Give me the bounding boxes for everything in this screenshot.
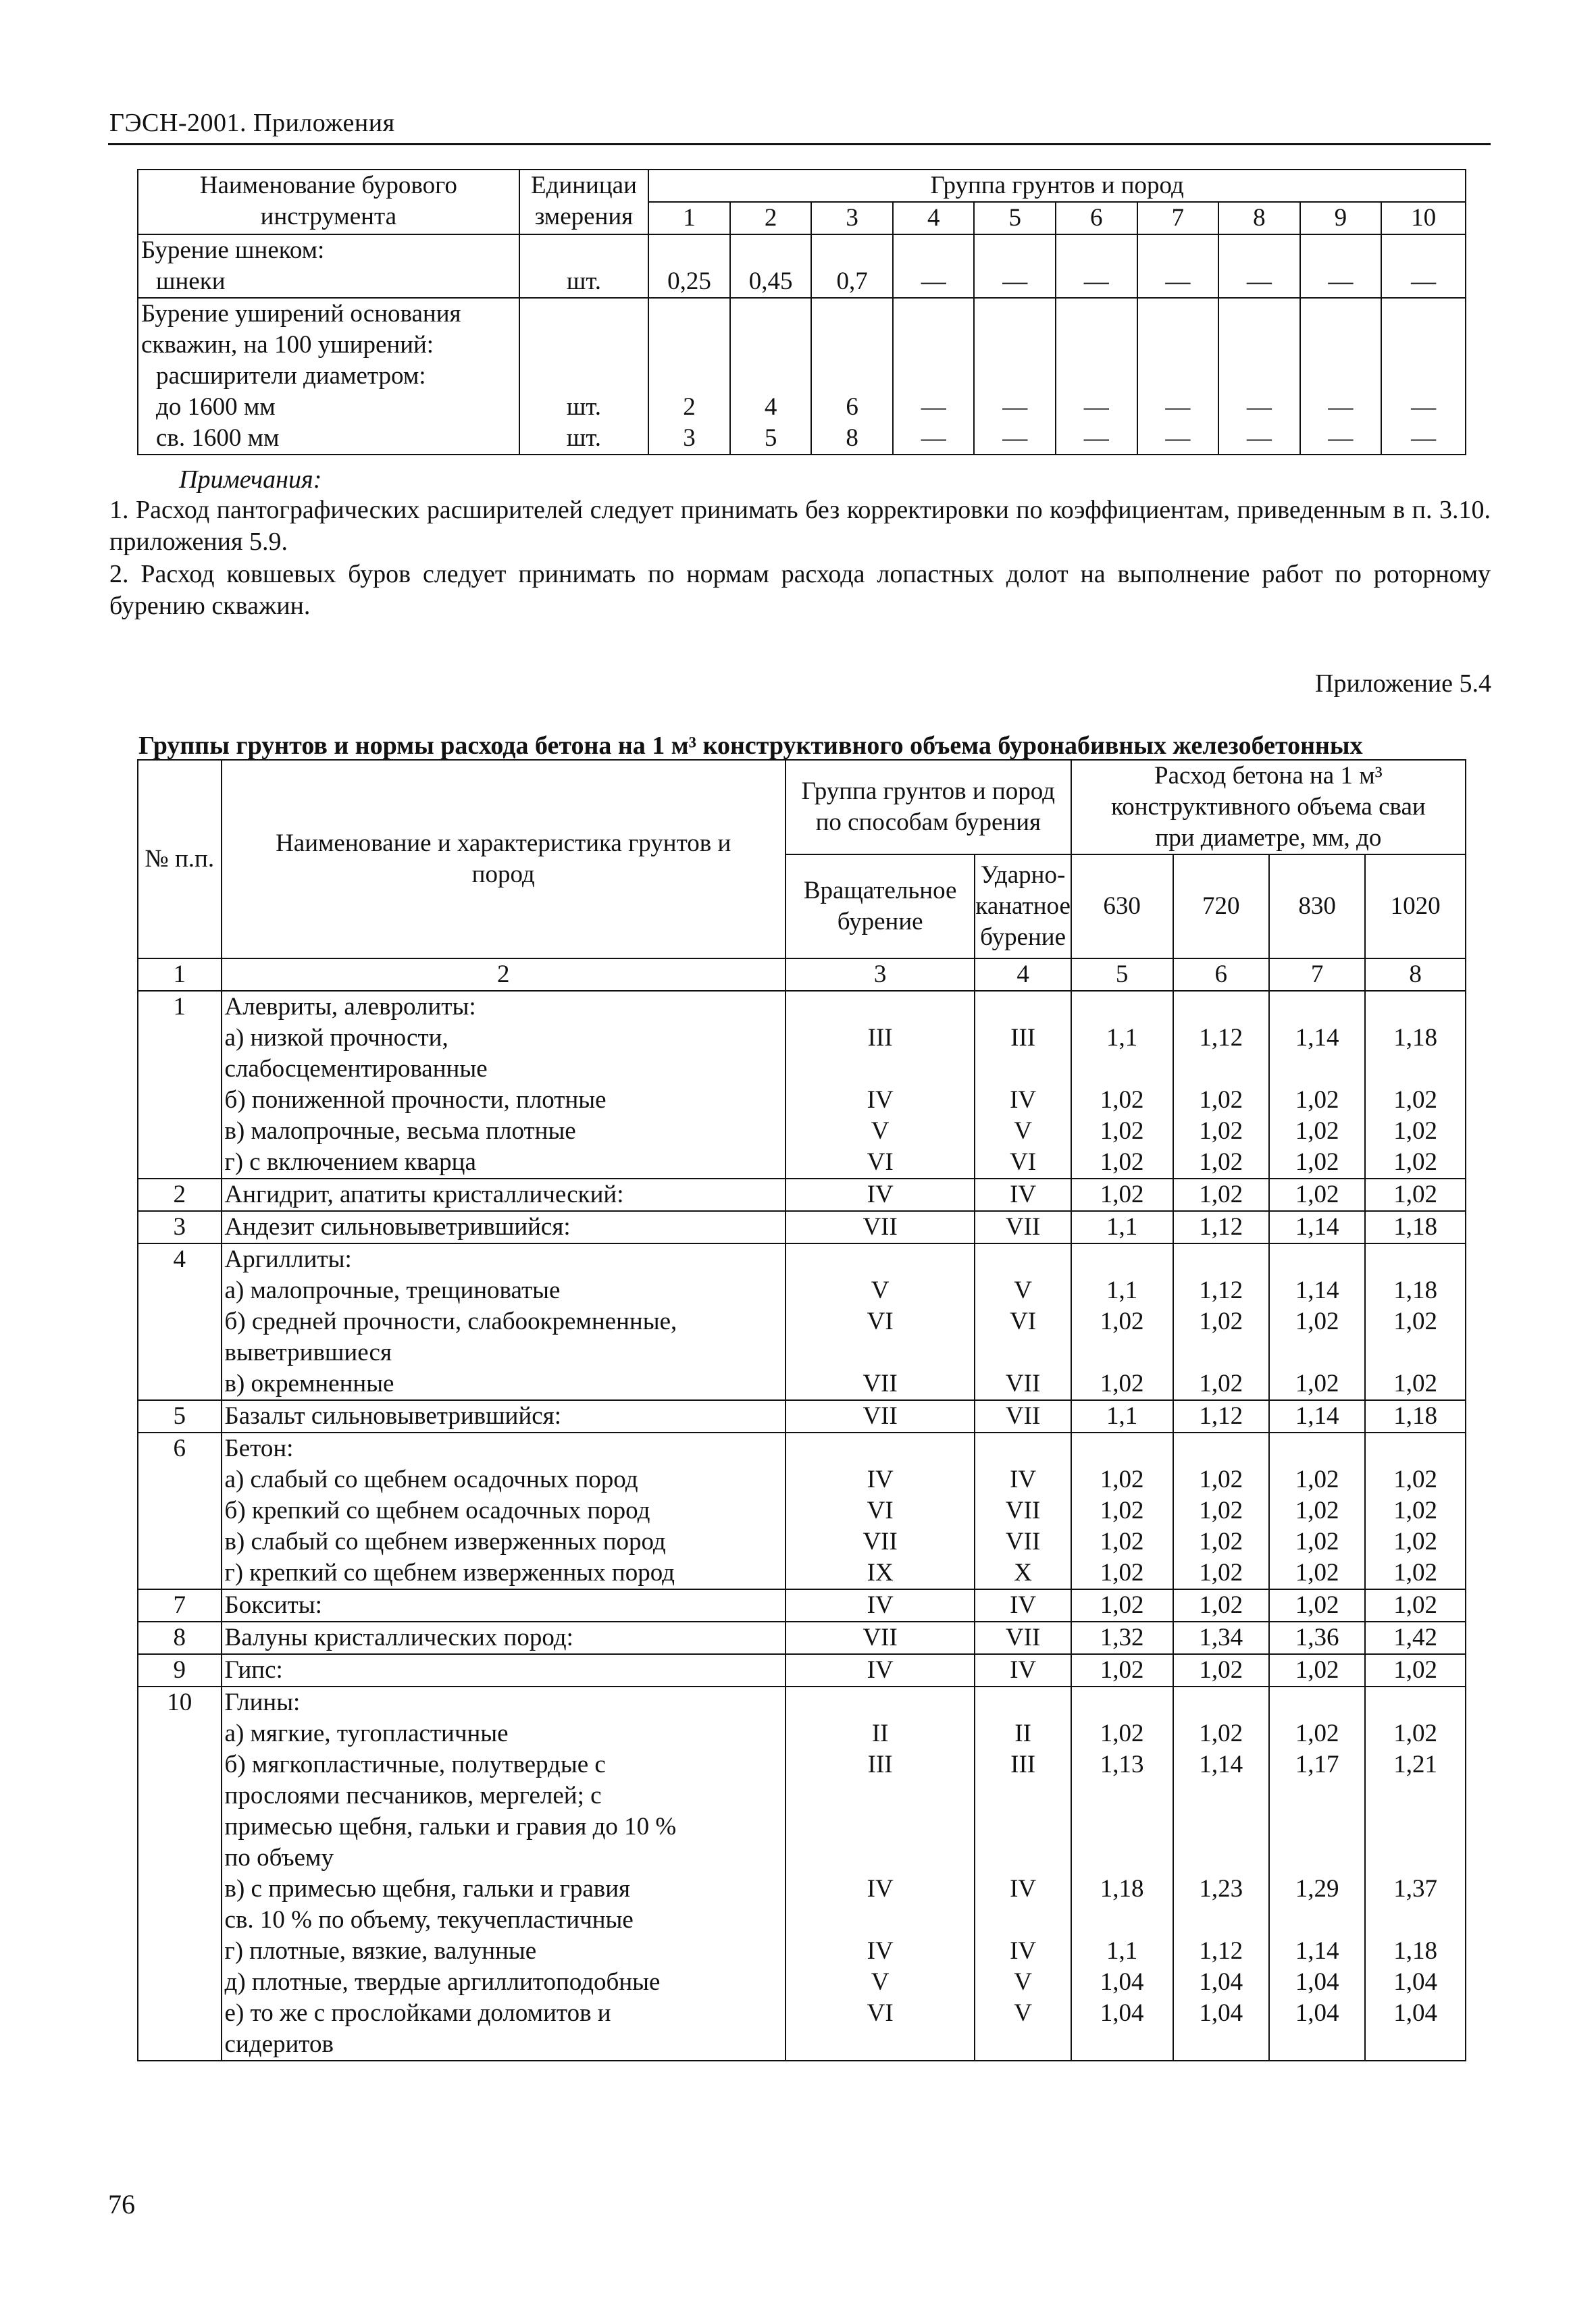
soil-concrete-table [137,759,1466,2061]
soil-name-line: св. 10 % по объему, текучепластичные [224,1906,634,1934]
col-header-soil-group: Группа грунтов и пород [648,170,1466,202]
consumption-830: 1,14 1,02 1,02 1,02 [1269,991,1365,1179]
consumption-720: 1,12 1,02 1,02 [1173,1243,1269,1400]
soil-name-line: примесью щебня, гальки и гравия до 10 % [224,1813,677,1841]
soil-group-row [138,1243,1466,1400]
group-number-9: 9 [1300,202,1382,234]
group-number-4: 4 [893,202,975,234]
header-rule [108,143,1491,145]
soil-name-line: Андезит сильновыветрившийся: [224,1213,571,1241]
rotary-group: II III IV IV V VI [786,1687,975,2061]
soil-name [222,1622,786,1654]
soil-name-line: б) средней прочности, слабоокремненные, [224,1308,677,1335]
value-cell: — [1300,392,1382,423]
consumption-720: 1,12 [1173,1400,1269,1433]
note-2: 2. Расход ковшевых буров следует принимать по нормам расхода лопастных долот на выполнение работ по роторному бурению скважин. [109,560,1491,620]
soil-name [222,991,786,1179]
soil-name-line: сидеритов [224,2030,334,2058]
soil-group-row [138,1654,1466,1687]
percussion-group: VII [975,1211,1071,1243]
percussion-group: VII [975,1400,1071,1433]
percussion-group: VII [975,1622,1071,1654]
soil-name-line: в) окремненные [224,1370,394,1397]
column-number-8: 8 [1365,958,1466,991]
value-cell: — [1381,234,1466,298]
value-cell: — [1218,423,1300,455]
soil-group-row [138,1179,1466,1211]
value-cell [811,298,893,392]
group-number-7: 7 [1137,202,1219,234]
rotary-group: III IV V VI [786,991,975,1179]
value-cell: — [1381,423,1466,455]
unit: шт. [519,392,649,423]
consumption-630: 1,02 [1071,1179,1173,1211]
percussion-group: III IV V VI [975,991,1071,1179]
value-cell [974,298,1056,392]
row-number: 1 [138,991,222,1179]
value-cell: — [1137,234,1219,298]
soil-name-line: д) плотные, твердые аргиллитоподобные [224,1968,661,1996]
group-number-6: 6 [1056,202,1137,234]
col-header-rotary: Вращательное бурение [786,854,975,958]
soil-name-line: б) крепкий со щебнем осадочных пород [224,1497,650,1524]
tool-name: Бурение уширений основания скважин, на 100 уширений: расширители диаметром: [138,298,519,392]
soil-name-line: в) слабый со щебнем изверженных пород [224,1528,666,1555]
consumption-1020: 1,02 [1365,1589,1466,1622]
column-number-3: 3 [786,958,975,991]
soil-name-line: г) плотные, вязкие, валунные [224,1937,537,1965]
consumption-1020: 1,02 [1365,1179,1466,1211]
value-cell: 4 [730,392,812,423]
value-cell: — [1381,392,1466,423]
col-header-concrete-consumption: Расход бетона на 1 м³ конструктивного объема сваи при диаметре, мм, до [1071,760,1466,854]
consumption-720: 1,34 [1173,1622,1269,1654]
group-number-2: 2 [730,202,812,234]
consumption-630: 1,02 1,02 1,02 1,02 [1071,1433,1173,1589]
consumption-720: 1,02 [1173,1179,1269,1211]
tool-name: до 1600 мм [138,392,519,423]
soil-name-line: Гипс: [224,1656,283,1684]
value-cell [1300,298,1382,392]
rotary-group: IV [786,1179,975,1211]
row-number: 10 [138,1687,222,2061]
column-number-6: 6 [1173,958,1269,991]
soil-name [222,1211,786,1243]
soil-group-row [138,991,1466,1179]
value-cell: — [893,423,975,455]
percussion-group: IV VII VII X [975,1433,1071,1589]
table-row [138,298,1466,392]
soil-name [222,1433,786,1589]
percussion-group: IV [975,1179,1071,1211]
unit: шт. [519,423,649,455]
value-cell [1218,298,1300,392]
row-number: 2 [138,1179,222,1211]
consumption-1020: 1,18 [1365,1400,1466,1433]
soil-name-line: г) крепкий со щебнем изверженных пород [224,1559,675,1587]
value-cell: — [893,392,975,423]
soil-name-line: прослоями песчаников, мергелей; с [224,1782,602,1809]
soil-name [222,1654,786,1687]
appendix-label: Приложение 5.4 [1315,669,1491,698]
tool-name: Бурение шнеком: шнеки [138,234,519,298]
row-number: 9 [138,1654,222,1687]
soil-group-row [138,1589,1466,1622]
table-row [138,234,1466,298]
soil-name-line: а) малопрочные, трещиноватые [224,1277,561,1304]
consumption-720: 1,12 1,02 1,02 1,02 [1173,991,1269,1179]
consumption-1020: 1,02 1,02 1,02 1,02 [1365,1433,1466,1589]
soil-group-row [138,1211,1466,1243]
soil-name [222,1589,786,1622]
soil-name [222,1400,786,1433]
value-cell: — [974,423,1056,455]
value-cell: 5 [730,423,812,455]
value-cell: — [974,392,1056,423]
rotary-group: VII [786,1211,975,1243]
soil-name-line: Бетон: [224,1435,294,1462]
value-cell: — [974,234,1056,298]
value-cell [893,298,975,392]
running-header: ГЭСН-2001. Приложения [109,109,395,137]
soil-name-line: б) мягкопластичные, полутвердые с [224,1751,606,1778]
value-cell: 2 [648,392,730,423]
col-header-diameter-630: 630 [1071,854,1173,958]
notes-title: Примечания: [179,465,322,494]
soil-name-line: выветрившиеся [224,1339,392,1366]
value-cell [1381,298,1466,392]
value-cell: 0,7 [811,234,893,298]
col-header-drilling-group: Группа грунтов и пород по способам бурения [786,760,1071,854]
rotary-group: VII [786,1400,975,1433]
value-cell: — [1218,392,1300,423]
soil-name-line: в) малопрочные, весьма плотные [224,1117,576,1145]
col-header-tool-name: Наименование бурового инструмента [138,170,519,234]
column-number-4: 4 [975,958,1071,991]
value-cell: — [893,234,975,298]
consumption-830: 1,02 [1269,1179,1365,1211]
consumption-1020: 1,42 [1365,1622,1466,1654]
soil-name [222,1243,786,1400]
value-cell: — [1056,234,1137,298]
soil-name-line: в) с примесью щебня, гальки и гравия [224,1875,631,1903]
soil-group-row [138,1622,1466,1654]
consumption-830: 1,02 1,02 1,02 1,02 [1269,1433,1365,1589]
table-title: Группы грунтов и нормы расхода бетона на 1 м³ конструктивного объема буронабивных железобетонных [138,731,1363,760]
tool-name: св. 1600 мм [138,423,519,455]
col-header-diameter-1020: 1020 [1365,854,1466,958]
soil-group-row [138,1400,1466,1433]
row-number: 3 [138,1211,222,1243]
rotary-group: IV [786,1589,975,1622]
percussion-group: IV [975,1589,1071,1622]
value-cell [1137,298,1219,392]
consumption-1020: 1,18 [1365,1211,1466,1243]
consumption-630: 1,1 [1071,1400,1173,1433]
consumption-720: 1,02 1,14 1,23 1,12 1,04 1,04 [1173,1687,1269,2061]
value-cell: 0,25 [648,234,730,298]
value-cell: 0,45 [730,234,812,298]
soil-name-line: Глины: [224,1689,301,1716]
row-number: 6 [138,1433,222,1589]
consumption-1020: 1,18 1,02 1,02 1,02 [1365,991,1466,1179]
row-number: 7 [138,1589,222,1622]
col-header-number: № п.п. [138,760,222,958]
consumption-720: 1,12 [1173,1211,1269,1243]
value-cell: — [1300,423,1382,455]
page-number: 76 [108,2189,135,2219]
column-number-2: 2 [222,958,786,991]
rotary-group: IV [786,1654,975,1687]
soil-name [222,1179,786,1211]
consumption-720: 1,02 [1173,1589,1269,1622]
value-cell: — [1137,423,1219,455]
consumption-630: 1,1 [1071,1211,1173,1243]
column-number-1: 1 [138,958,222,991]
value-cell: — [1300,234,1382,298]
rotary-group: VII [786,1622,975,1654]
group-number-3: 3 [811,202,893,234]
consumption-720: 1,02 1,02 1,02 1,02 [1173,1433,1269,1589]
consumption-830: 1,14 [1269,1211,1365,1243]
value-cell: 6 [811,392,893,423]
soil-name-line: Базальт сильновыветрившийся: [224,1402,561,1430]
row-number: 4 [138,1243,222,1400]
consumption-630: 1,1 1,02 1,02 [1071,1243,1173,1400]
consumption-630: 1,02 [1071,1589,1173,1622]
col-header-diameter-720: 720 [1173,854,1269,958]
consumption-830: 1,14 1,02 1,02 [1269,1243,1365,1400]
group-number-1: 1 [648,202,730,234]
value-cell: — [1056,392,1137,423]
consumption-1020: 1,02 [1365,1654,1466,1687]
value-cell [1056,298,1137,392]
soil-name-line: г) с включением кварца [224,1148,476,1176]
percussion-group: II III IV IV V V [975,1687,1071,2061]
soil-name-line: е) то же с прослойками доломитов и [224,1999,611,2027]
soil-group-row [138,1687,1466,2061]
consumption-830: 1,36 [1269,1622,1365,1654]
unit: шт. [519,234,649,298]
table-row [138,423,1466,455]
soil-name-line: Валуны кристаллических пород: [224,1624,573,1651]
percussion-group: IV [975,1654,1071,1687]
soil-name-line: б) пониженной прочности, плотные [224,1086,607,1114]
row-number: 5 [138,1400,222,1433]
consumption-830: 1,14 [1269,1400,1365,1433]
value-cell: 8 [811,423,893,455]
group-number-5: 5 [974,202,1056,234]
unit [519,298,649,392]
soil-name-line: а) мягкие, тугопластичные [224,1720,509,1747]
group-number-8: 8 [1218,202,1300,234]
value-cell: — [1137,392,1219,423]
soil-name-line: Алевриты, алевролиты: [224,993,476,1021]
soil-name-line: а) слабый со щебнем осадочных пород [224,1466,638,1493]
note-1: 1. Расход пантографических расширителей следует принимать без корректировки по коэффициентам, приведенным в п. 3.10. приложения 5.9. [109,496,1491,556]
soil-group-row [138,1433,1466,1589]
consumption-830: 1,02 [1269,1589,1365,1622]
table-row [138,392,1466,423]
consumption-1020: 1,02 1,21 1,37 1,18 1,04 1,04 [1365,1687,1466,2061]
consumption-720: 1,02 [1173,1654,1269,1687]
consumption-630: 1,02 [1071,1654,1173,1687]
consumption-830: 1,02 1,17 1,29 1,14 1,04 1,04 [1269,1687,1365,2061]
percussion-group: V VI VII [975,1243,1071,1400]
value-cell: — [1056,423,1137,455]
col-header-diameter-830: 830 [1269,854,1365,958]
soil-name-line: слабосцементированные [224,1055,488,1083]
col-header-unit: Единицаи змерения [519,170,649,234]
value-cell [648,298,730,392]
col-header-soil-name: Наименование и характеристика грунтов и пород [222,760,786,958]
column-number-5: 5 [1071,958,1173,991]
consumption-1020: 1,18 1,02 1,02 [1365,1243,1466,1400]
col-header-percussion: Ударно- канатное бурение [975,854,1071,958]
soil-name-line: Бокситы: [224,1591,322,1619]
consumption-630: 1,32 [1071,1622,1173,1654]
row-number: 8 [138,1622,222,1654]
value-cell: 3 [648,423,730,455]
consumption-830: 1,02 [1269,1654,1365,1687]
soil-name-line: Ангидрит, апатиты кристаллический: [224,1181,624,1208]
group-number-10: 10 [1381,202,1466,234]
rotary-group: IV VI VII IX [786,1433,975,1589]
consumption-630: 1,1 1,02 1,02 1,02 [1071,991,1173,1179]
drilling-tools-table [137,169,1466,455]
rotary-group: V VI VII [786,1243,975,1400]
value-cell: — [1218,234,1300,298]
value-cell [730,298,812,392]
consumption-630: 1,02 1,13 1,18 1,1 1,04 1,04 [1071,1687,1173,2061]
soil-name-line: по объему [224,1844,334,1872]
column-number-7: 7 [1269,958,1365,991]
soil-name [222,1687,786,2061]
soil-name-line: Аргиллиты: [224,1245,352,1273]
soil-name-line: а) низкой прочности, [224,1024,448,1052]
